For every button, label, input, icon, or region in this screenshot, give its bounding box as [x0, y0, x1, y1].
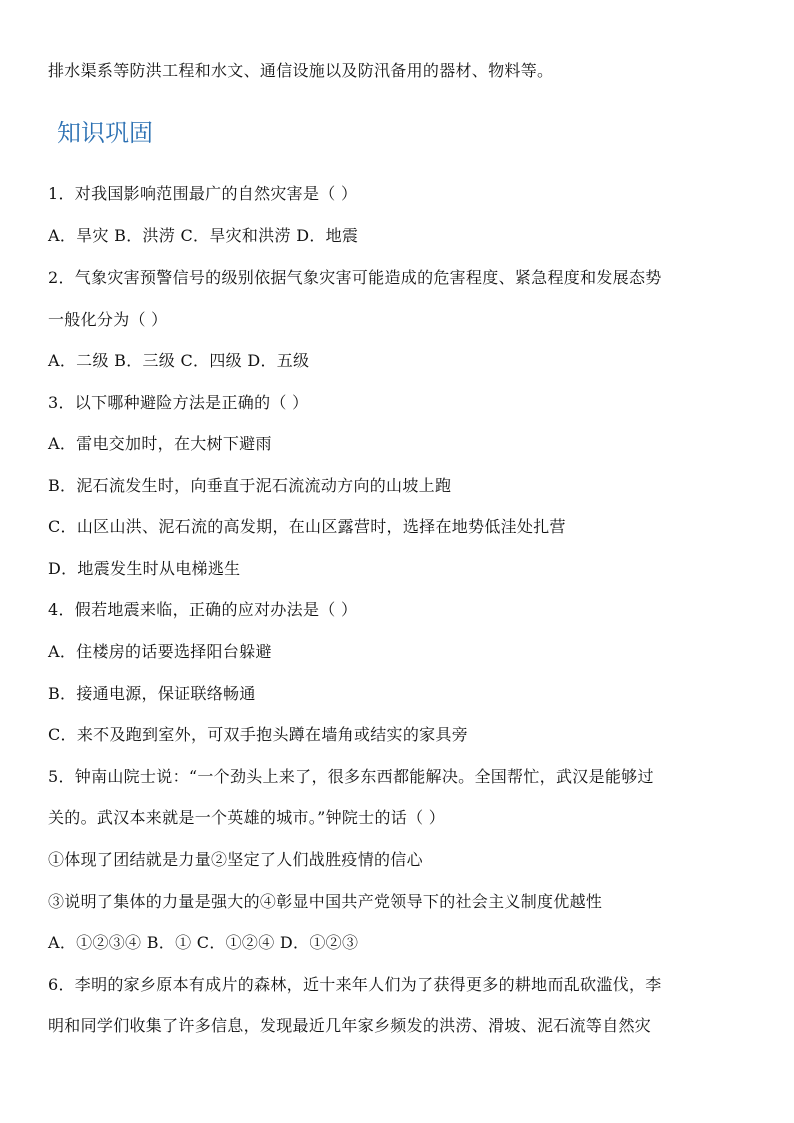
- question-6-stem: 6．李明的家乡原本有成片的森林，近十来年人们为了获得更多的耕地而乱砍滥伐，李: [48, 975, 662, 994]
- question-4-stem: 4．假若地震来临，正确的应对办法是（ ）: [48, 600, 358, 619]
- question-2-stem-cont: 一般化分为（ ）: [48, 310, 168, 329]
- question-4-option-a: A．住楼房的话要选择阳台躲避: [48, 642, 272, 661]
- question-1-options: A．旱灾 B．洪涝 C．旱灾和洪涝 D．地震: [48, 226, 359, 245]
- question-5-options: A．①②③④ B．① C．①②④ D．①②③: [48, 933, 359, 952]
- intro-line: 排水渠系等防洪工程和水文、通信设施以及防汛备用的器材、物料等。: [48, 61, 554, 80]
- question-4-option-c: C．来不及跑到室外，可双手抱头蹲在墙角或结实的家具旁: [48, 725, 469, 744]
- question-5-statement-1: ①体现了团结就是力量②坚定了人们战胜疫情的信心: [48, 850, 423, 869]
- question-3-option-b: B．泥石流发生时，向垂直于泥石流流动方向的山坡上跑: [48, 476, 452, 495]
- question-3-option-d: D．地震发生时从电梯逃生: [48, 559, 241, 578]
- question-5-statement-2: ③说明了集体的力量是强大的④彰显中国共产党领导下的社会主义制度优越性: [48, 892, 603, 911]
- question-5-stem-cont: 关的。武汉本来就是一个英雄的城市。”钟院士的话（ ）: [48, 808, 446, 827]
- question-3-option-c: C．山区山洪、泥石流的高发期，在山区露营时，选择在地势低洼处扎营: [48, 517, 566, 536]
- question-2-options: A．二级 B．三级 C．四级 D．五级: [48, 351, 310, 370]
- question-5-stem: 5．钟南山院士说：“一个劲头上来了，很多东西都能解决。全国帮忙，武汉是能够过: [48, 767, 654, 786]
- question-6-stem-cont: 明和同学们收集了许多信息，发现最近几年家乡频发的洪涝、滑坡、泥石流等自然灾: [48, 1016, 652, 1035]
- question-4-option-b: B．接通电源，保证联络畅通: [48, 684, 256, 703]
- question-1-stem: 1．对我国影响范围最广的自然灾害是（ ）: [48, 184, 358, 203]
- section-title: 知识巩固: [57, 119, 153, 147]
- question-2-stem: 2．气象灾害预警信号的级别依据气象灾害可能造成的危害程度、紧急程度和发展态势: [48, 268, 662, 287]
- question-3-option-a: A．雷电交加时，在大树下避雨: [48, 434, 272, 453]
- question-3-stem: 3．以下哪种避险方法是正确的（ ）: [48, 393, 309, 412]
